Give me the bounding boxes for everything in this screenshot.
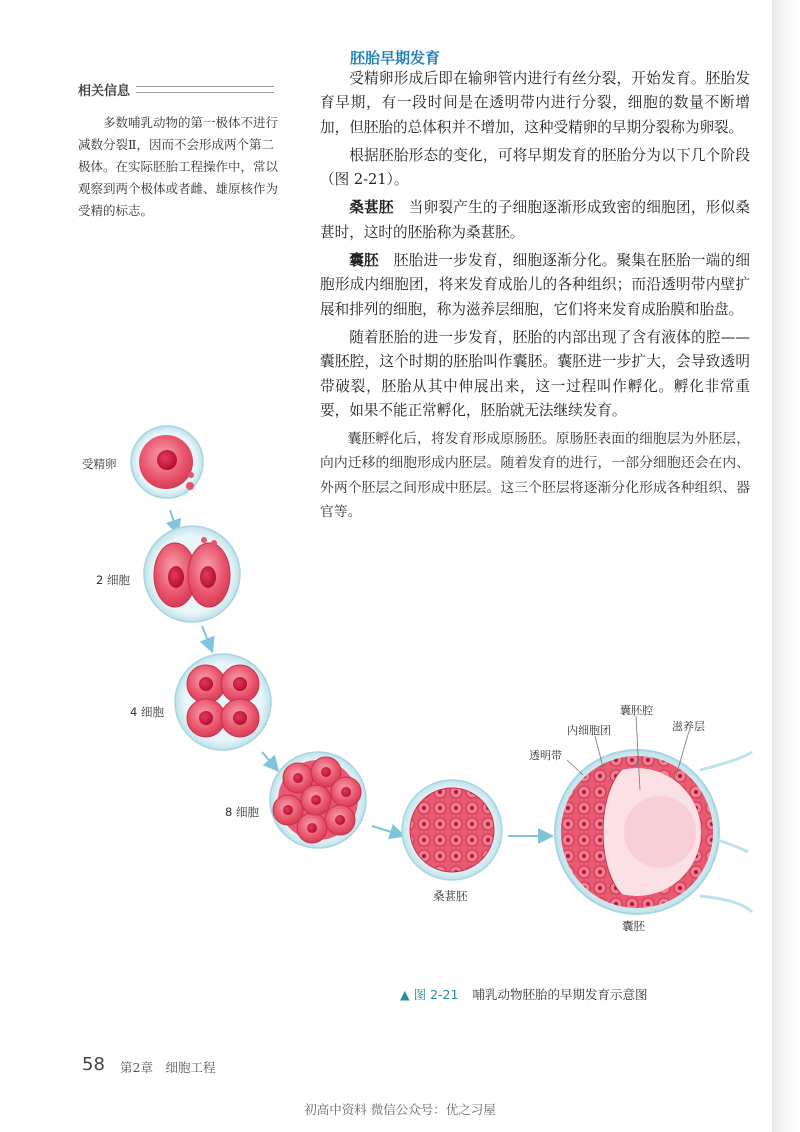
arrow-icon — [372, 826, 398, 834]
label-blastocoel: 囊胚腔 — [620, 704, 653, 717]
arrow-icon — [170, 510, 176, 528]
paragraph-blastocyst-text: 胚胎进一步发育，细胞逐渐分化。聚集在胚胎一端的细胞形成内细胞团，将来发育成胎儿的各种组织；而沿透明带内壁扩展和排列的细胞，称为滋养层细胞，它们将来发育成胎膜和胎盘。 — [320, 252, 750, 318]
two-cell-drawing — [144, 526, 240, 622]
paragraph-gastrula: 囊胚孵化后，将发育形成原肠胚。原肠胚表面的细胞层为外胚层，向内迁移的细胞形成内胚层。随着发育的进行，一部分细胞还会在内、外两个胚层之间形成中胚层。这三个胚层将逐渐分化形成各种组织、器官等。 — [320, 431, 750, 521]
sidebar-title: 相关信息 — [78, 84, 131, 99]
label-four-cell: 4 细胞 — [130, 705, 164, 719]
morula-drawing — [402, 780, 502, 880]
term-blastocyst: 囊胚 — [349, 252, 379, 270]
watermark: 初高中资料 微信公众号：优之习屋 — [304, 1102, 496, 1117]
label-trophoblast: 滋养层 — [672, 720, 705, 733]
four-cell-drawing — [175, 654, 271, 750]
figure-number: 图 2-21 — [413, 987, 459, 1002]
zygote-drawing — [131, 426, 203, 498]
label-zona-pellucida: 透明带 — [529, 749, 562, 762]
paragraph-stages: 根据胚胎形态的变化，可将早期发育的胚胎分为以下几个阶段（图 2-21）。 — [320, 146, 750, 189]
label-zygote: 受精卵 — [82, 457, 117, 471]
sidebar-note-text: 多数哺乳动物的第一极体不进行减数分裂Ⅱ，因而不会形成两个第二极体。在实际胚胎工程操作中，常以观察到两个极体或者雌、雄原核作为受精的标志。 — [78, 115, 279, 218]
figure-caption — [400, 985, 647, 1003]
label-morula: 桑葚胚 — [433, 889, 468, 903]
paragraph-cleavage: 受精卵形成后即在输卵管内进行有丝分裂，开始发育。胚胎发育早期，有一段时间是在透明带内进行分裂，细胞的数量不断增加，但胚胎的总体积并不增加，这种受精卵的早期分裂称为卵裂。 — [320, 70, 750, 136]
paragraph-morula-text: 当卵裂产生的子细胞逐渐形成致密的细胞团，形似桑葚时，这时的胚胎称为桑葚胚。 — [320, 199, 750, 241]
section-heading: 胚胎早期发育 — [350, 49, 441, 67]
figure-caption-text: 哺乳动物胚胎的早期发育示意图 — [472, 987, 648, 1002]
arrow-icon — [262, 752, 274, 766]
eight-cell-drawing — [270, 752, 366, 848]
term-morula: 桑葚胚 — [349, 199, 394, 217]
label-eight-cell: 8 细胞 — [225, 805, 259, 819]
running-head: 第2章 细胞工程 — [120, 1060, 216, 1075]
label-inner-cell-mass: 内细胞团 — [567, 724, 611, 737]
label-two-cell: 2 细胞 — [96, 573, 130, 587]
label-blastocyst: 囊胚 — [622, 919, 645, 933]
triangle-icon: ▲ — [400, 987, 410, 1002]
page-number: 58 — [82, 1054, 105, 1075]
arrow-icon — [202, 626, 210, 646]
paragraph-hatching: 随着胚胎的进一步发育，胚胎的内部出现了含有液体的腔——囊胚腔，这个时期的胚胎叫作囊胚。囊胚进一步扩大，会导致透明带破裂，胚胎从其中伸展出来，这一过程叫作孵化。孵化非常重要，如果不能正常孵化，胚胎就无法继续发育。 — [320, 328, 750, 419]
blastocyst-drawing — [555, 716, 752, 914]
